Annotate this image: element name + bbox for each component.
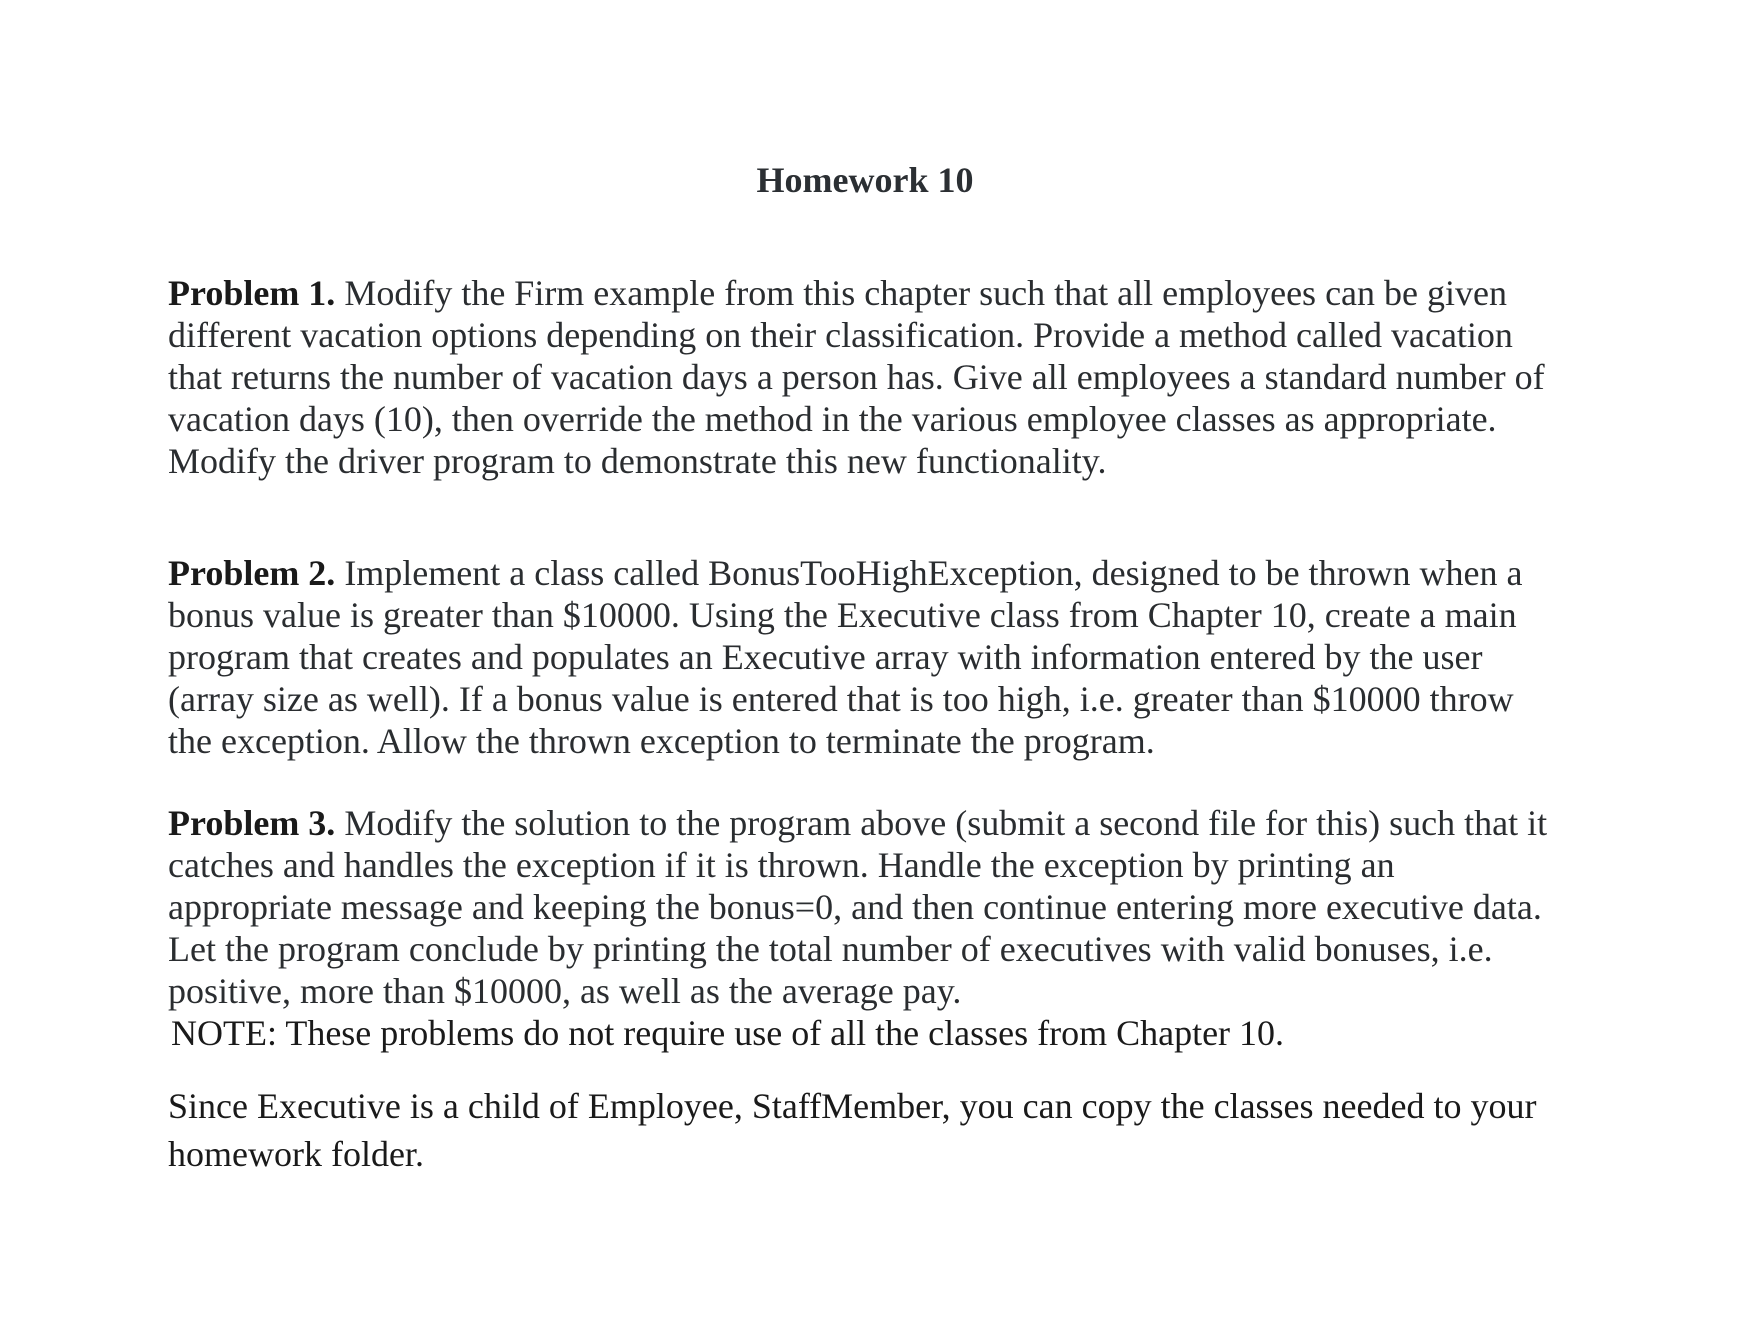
- problem-3-line-4: Let the program conclude by printing the total number of executives with valid bonuses, i.e.: [168, 929, 1493, 969]
- problem-2-line-4: (array size as well). If a bonus value is entered that is too high, i.e. greater than $10000 throw: [168, 679, 1514, 719]
- problem-1-line-1: Problem 1. Modify the Firm example from this chapter such that all employees can be given: [168, 273, 1507, 313]
- problem-3-label: Problem 3.: [168, 803, 336, 843]
- document-title: Homework 10: [756, 160, 974, 200]
- problem-2-paragraph: [168, 552, 1568, 762]
- problem-1-line-5: Modify the driver program to demonstrate this new functionality.: [168, 441, 1107, 481]
- problem-1-paragraph: [168, 272, 1568, 482]
- note-text: NOTE: These problems do not require use of all the classes from Chapter 10.: [171, 1013, 1285, 1053]
- problem-1-line-4: vacation days (10), then override the method in the various employee classes as appropriate.: [168, 399, 1497, 439]
- problem-3-line-2: catches and handles the exception if it is thrown. Handle the exception by printing an: [168, 845, 1395, 885]
- problem-2-label: Problem 2.: [168, 553, 336, 593]
- problem-2-line-3: program that creates and populates an Executive array with information entered by the user: [168, 637, 1483, 677]
- problem-1-line-2: different vacation options depending on their classification. Provide a method called vacation: [168, 315, 1513, 355]
- problem-3-line-5: positive, more than $10000, as well as the average pay.: [168, 971, 962, 1011]
- problem-1-line-3: that returns the number of vacation days a person has. Give all employees a standard number of: [168, 357, 1545, 397]
- problem-3-line-1: Problem 3. Modify the solution to the program above (submit a second file for this) such that it: [168, 803, 1548, 843]
- problem-3-paragraph: [168, 802, 1568, 1012]
- problem-3-line-3: appropriate message and keeping the bonus=0, and then continue entering more executive data.: [168, 887, 1542, 927]
- closing-line-1: Since Executive is a child of Employee, StaffMember, you can copy the classes needed to your: [168, 1086, 1537, 1126]
- closing-line-2: homework folder.: [168, 1134, 424, 1174]
- problem-2-line-2: bonus value is greater than $10000. Using the Executive class from Chapter 10, create a main: [168, 595, 1517, 635]
- problem-2-line-5: the exception. Allow the thrown exception to terminate the program.: [168, 721, 1155, 761]
- closing-paragraph: [168, 1082, 1568, 1178]
- problem-1-label: Problem 1.: [168, 273, 336, 313]
- problem-2-line-1: Problem 2. Implement a class called BonusTooHighException, designed to be thrown when a: [168, 553, 1523, 593]
